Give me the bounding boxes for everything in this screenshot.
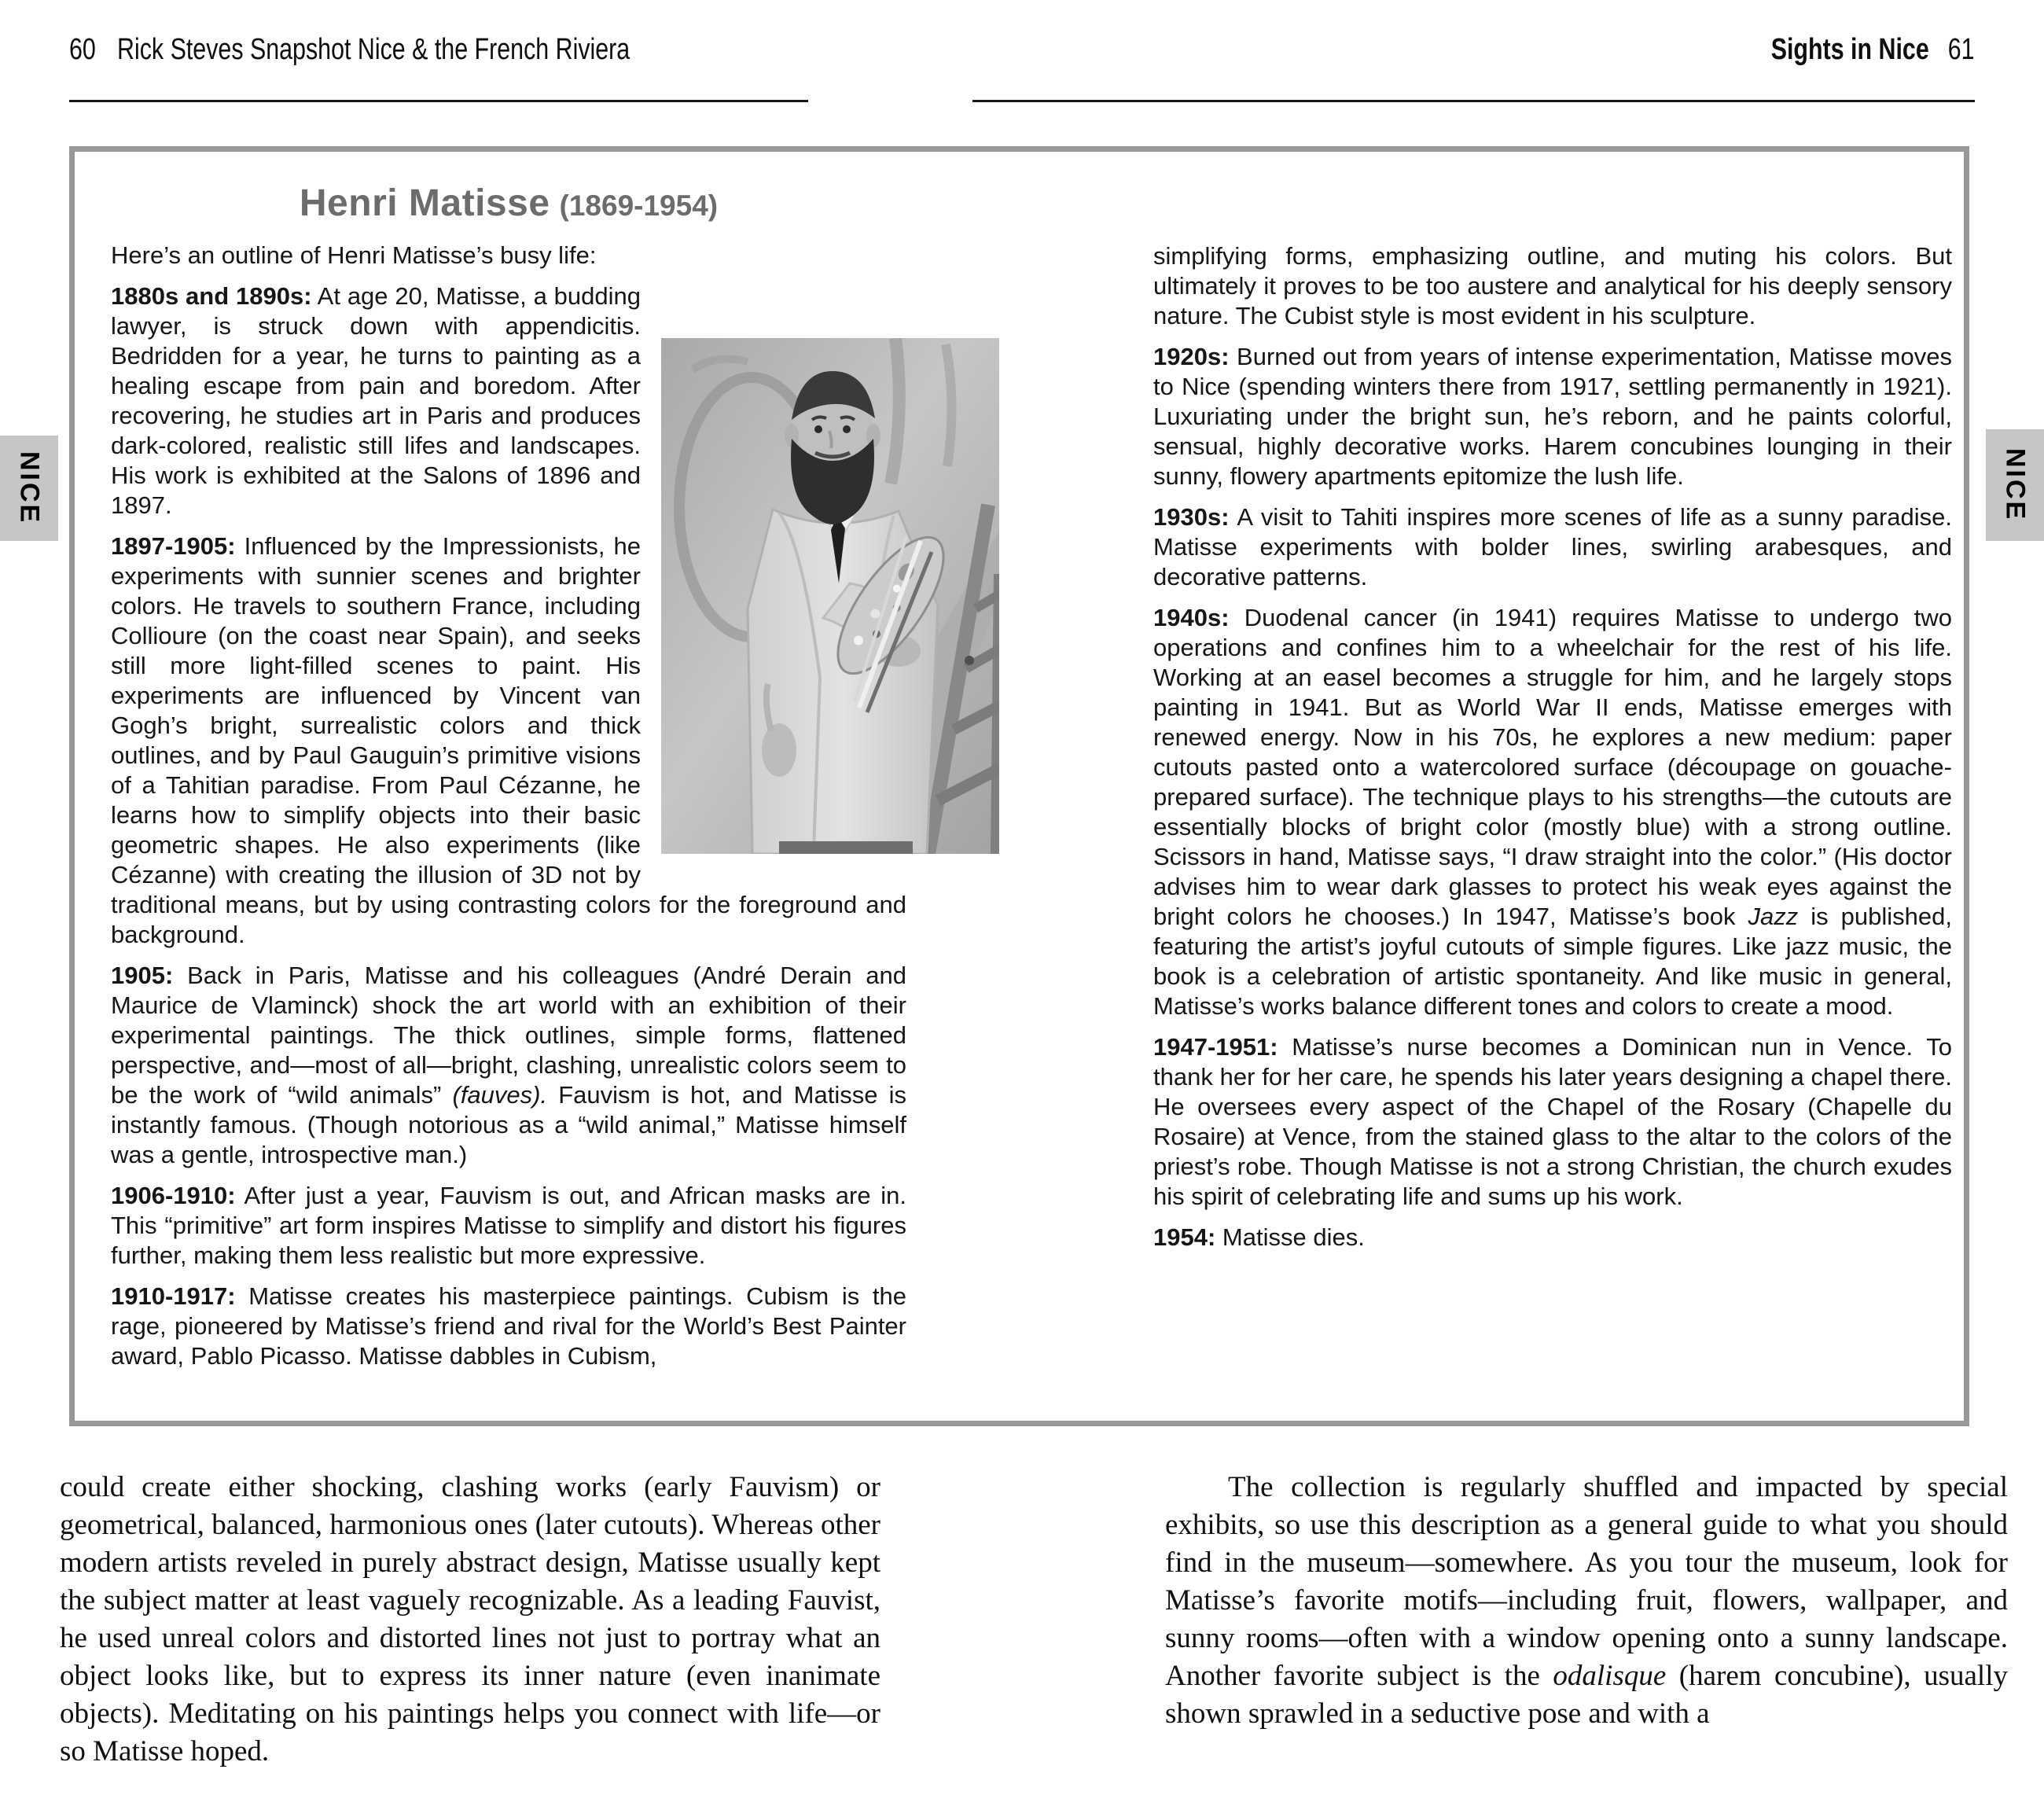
- bio-box-left-column: [111, 180, 906, 1421]
- matisse-photo: [661, 338, 999, 854]
- header-rule-right: [972, 100, 1975, 102]
- paragraph: 1905: Back in Paris, Matisse and his colleagues (André Derain and Maurice de Vlaminck) shock the art world with an exhibition of their experimental paintings. The thick outlines, simple forms, flattened perspective, and—most of all—bright, clashing, unrealistic colors seem to be the work of “wild animals” (fauves). Fauvism is hot, and Matisse is instantly famous. (Though notorious as a “wild animal,” Matisse himself was a gentle, introspective man.): [111, 962, 906, 1168]
- running-head-right-title: Sights in Nice: [1771, 33, 1930, 66]
- paragraph: The collection is regularly shuffled and impacted by special exhibits, so use this description as a general guide to what you should find in the museum—somewhere. As you tour the museum, look for Matisse’s favorite motifs—including fruit, flowers, wallpaper, and sunny rooms—often with a window opening onto a sunny landscape. Another favorite subject is the odalisque (harem concubine), usually shown sprawled in a seductive pose and with a: [1165, 1471, 2008, 1730]
- header-rule-left: [69, 100, 808, 102]
- paragraph: could create either shocking, clashing works (early Fauvism) or geometrical, balanced, harmonious ones (later cutouts). Whereas other modern artists reveled in purely abstract design, Matisse usually kept the subject matter at least vaguely recognizable. As a leading Fauvist, he used unreal colors and distorted lines not just to portray what an object looks like, but to express its inner nature (even inanimate objects). Meditating on his paintings helps you connect with life—or so Matisse hoped.: [60, 1471, 880, 1767]
- body-text-left-column: [60, 1469, 880, 1771]
- body-text-right-column: [1165, 1469, 2008, 1733]
- bio-title-name: Henri Matisse: [299, 182, 550, 224]
- running-head-right: [1771, 33, 1975, 67]
- paragraph: 1930s: A visit to Tahiti inspires more scenes of life as a sunny paradise. Matisse experiments with bolder lines, swirling arabesques, and decorative patterns.: [1153, 503, 1952, 590]
- paragraph: 1910-1917: Matisse creates his masterpiece paintings. Cubism is the rage, pioneered by Matisse’s friend and rival for the World’s Best Painter award, Pablo Picasso. Matisse dabbles in Cubism,: [111, 1282, 906, 1370]
- paragraph: 1897-1905: Influenced by the Impressionists, he experiments with sunnier scenes and brighter colors. He travels to southern France, including Collioure (on the coast near Spain), and seeks still more light-filled scenes to paint. His experiments are influenced by Vincent van Gogh’s bright, surrealistic colors and thick outlines, and by Paul Gauguin’s primitive visions of a Tahitian paradise. From Paul Cézanne, he learns how to simplify objects into their basic geometric shapes. He also experiments (like Cézanne) with creating the illusion of 3D not by traditional means, but by using contrasting colors for the foreground and background.: [111, 532, 906, 948]
- bio-box-title: [111, 182, 906, 225]
- side-tab-nice-left: NICE: [0, 436, 58, 541]
- matisse-photo-illustration: [661, 338, 999, 854]
- running-head-left: [69, 33, 630, 67]
- paragraph: 1947-1951: Matisse’s nurse becomes a Dominican nun in Vence. To thank her for her care, he spends his later years designing a chapel there. He oversees every aspect of the Chapel of the Rosary (Chapelle du Rosaire) at Vence, from the stained glass to the altar to the colors of the priest’s robe. Though Matisse is not a strong Christian, the church exudes his spirit of celebrating life and sums up his work.: [1153, 1033, 1952, 1210]
- paragraph: 1940s: Duodenal cancer (in 1941) requires Matisse to undergo two operations and confines him to a wheelchair for the rest of his life. Working at an easel becomes a struggle for him, and he largely stops painting in 1941. But as World War II ends, Matisse emerges with renewed energy. Now in his 70s, he explores a new medium: paper cutouts pasted onto a watercolored surface (découpage on gouache-prepared surface). The technique plays to his strengths—the cutouts are essentially blocks of bright color (mostly blue) with a strong outline. Scissors in hand, Matisse says, “I draw straight into the color.” (His doctor advises him to wear dark glasses to protect his weak eyes against the bright colors he chooses.) In 1947, Matisse’s book Jazz is published, featuring the artist’s joyful cutouts of simple figures. Like jazz music, the book is a celebration of artistic spontaneity. And like music in general, Matisse’s works balance different tones and colors to create a mood.: [1153, 604, 1952, 1020]
- side-tab-nice-right: NICE: [1986, 429, 2044, 541]
- bio-box-right-column: [1153, 180, 1952, 1421]
- matisse-bio-box: [69, 146, 1969, 1426]
- paragraph: 1880s and 1890s: At age 20, Matisse, a budding lawyer, is struck down with appendicitis. Bedridden for a year, he turns to painting as a healing escape from pain and boredom. After recovering, he studies art in Paris and produces dark-colored, realistic still lifes and landscapes. His work is exhibited at the Salons of 1896 and 1897.: [111, 282, 642, 519]
- page-number-right: 61: [1948, 33, 1975, 66]
- bio-right-text: [1153, 241, 1952, 1252]
- paragraph: simplifying forms, emphasizing outline, and muting his colors. But ultimately it proves to be too austere and analytical for his deeply sensory nature. The Cubist style is most evident in his sculpture.: [1153, 242, 1952, 329]
- paragraph: Here’s an outline of Henri Matisse’s busy life:: [111, 241, 597, 269]
- paragraph: 1920s: Burned out from years of intense experimentation, Matisse moves to Nice (spending winters there from 1917, settling permanently in 1921). Luxuriating under the bright sun, he’s reborn, and he paints colorful, sensual, highly decorative works. Harem concubines lounging in their sunny, flowery apartments epitomize the lush life.: [1153, 343, 1952, 490]
- bio-title-years: (1869-1954): [559, 189, 719, 222]
- running-head-left-title: Rick Steves Snapshot Nice & the French Riviera: [117, 33, 630, 66]
- paragraph: 1954: Matisse dies.: [1153, 1223, 1365, 1251]
- paragraph: 1906-1910: After just a year, Fauvism is out, and African masks are in. This “primitive” art form inspires Matisse to simplify and distort his figures further, making them less realistic but more expressive.: [111, 1182, 906, 1269]
- page-number-left: 60: [69, 33, 96, 66]
